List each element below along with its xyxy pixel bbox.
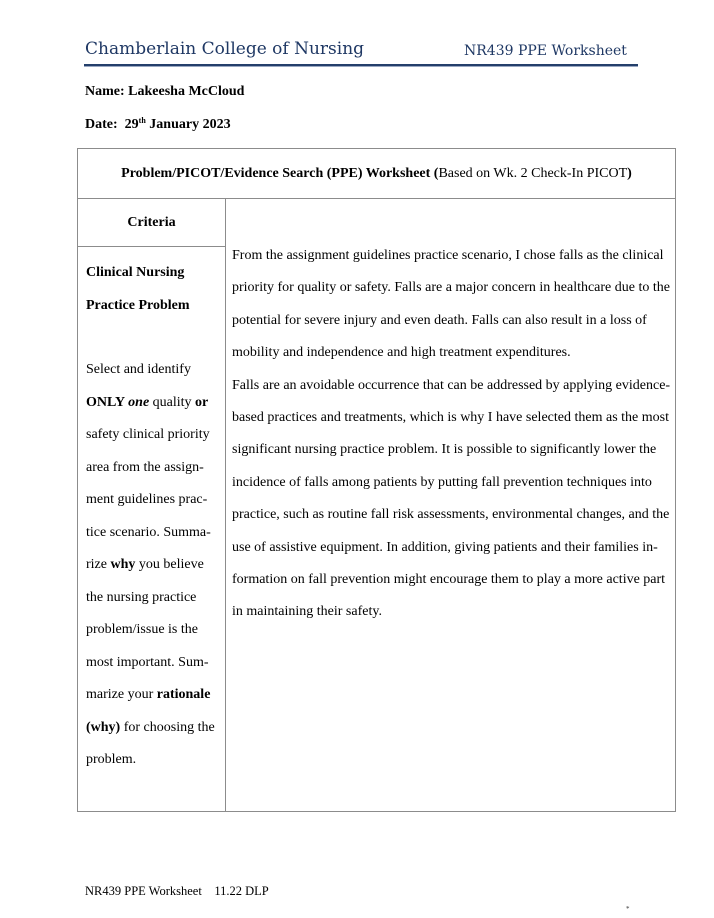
date-rest: January 2023 — [149, 117, 231, 132]
response-paragraph-2: Falls are an avoidable occurrence that can be addressed by applying evidence-based practices and treatments, which is why I have selected them as the most significant nursing practice problem. It is possible to significantly lower the incidence of falls among patients by putting fall prevention techniques into practice, such as routine fall risk assessments, environmental changes, and the use of assistive equipment. In addition, giving patients and their families in-formation on fall prevention might encourage them to play a more active part in maintaining their safety. — [232, 377, 671, 620]
college-name: Chamberlain College of Nursing — [85, 39, 365, 59]
worksheet-title: NR439 PPE Worksheet — [464, 43, 627, 59]
date-day: 29 — [124, 117, 139, 132]
page-footer: NR439 PPE Worksheet 11.22 DLP — [85, 884, 269, 898]
criteria-cell — [86, 257, 222, 777]
header-divider — [84, 64, 638, 66]
response-cell — [232, 240, 674, 629]
name-label: Name: — [85, 84, 125, 99]
student-name: Lakeesha McCloud — [128, 84, 245, 99]
criteria-instructions: Select and identify ONLY one quality or safety clinical priority area from the assign-ment guidelines prac-tice scenario. Summa-rize why you believe the nursing practice problem/issue is the most important. Sum-marize your rationale (why) for choosing the problem. — [86, 362, 215, 767]
table-title: Problem/PICOT/Evidence Search (PPE) Worksheet (Based on Wk. 2 Check-In PICOT) — [78, 149, 675, 199]
criteria-heading: Clinical Nursing Practice Problem — [86, 265, 190, 313]
date-label: Date: — [85, 117, 118, 132]
date-ordinal: th — [138, 116, 146, 125]
name-line — [85, 84, 244, 100]
response-paragraph-1: From the assignment guidelines practice scenario, I chose falls as the clinical priority for quality or safety. Falls are a major concern in healthcare due to the potential for severe injury and even death. Falls can also result in a loss of mobility and independence and high treatment expenditures. — [232, 248, 670, 361]
date-line — [85, 116, 231, 133]
ppe-worksheet-table — [77, 148, 676, 812]
criteria-header: Criteria — [78, 199, 225, 247]
page-mark: * — [626, 905, 630, 913]
column-divider — [225, 199, 226, 811]
